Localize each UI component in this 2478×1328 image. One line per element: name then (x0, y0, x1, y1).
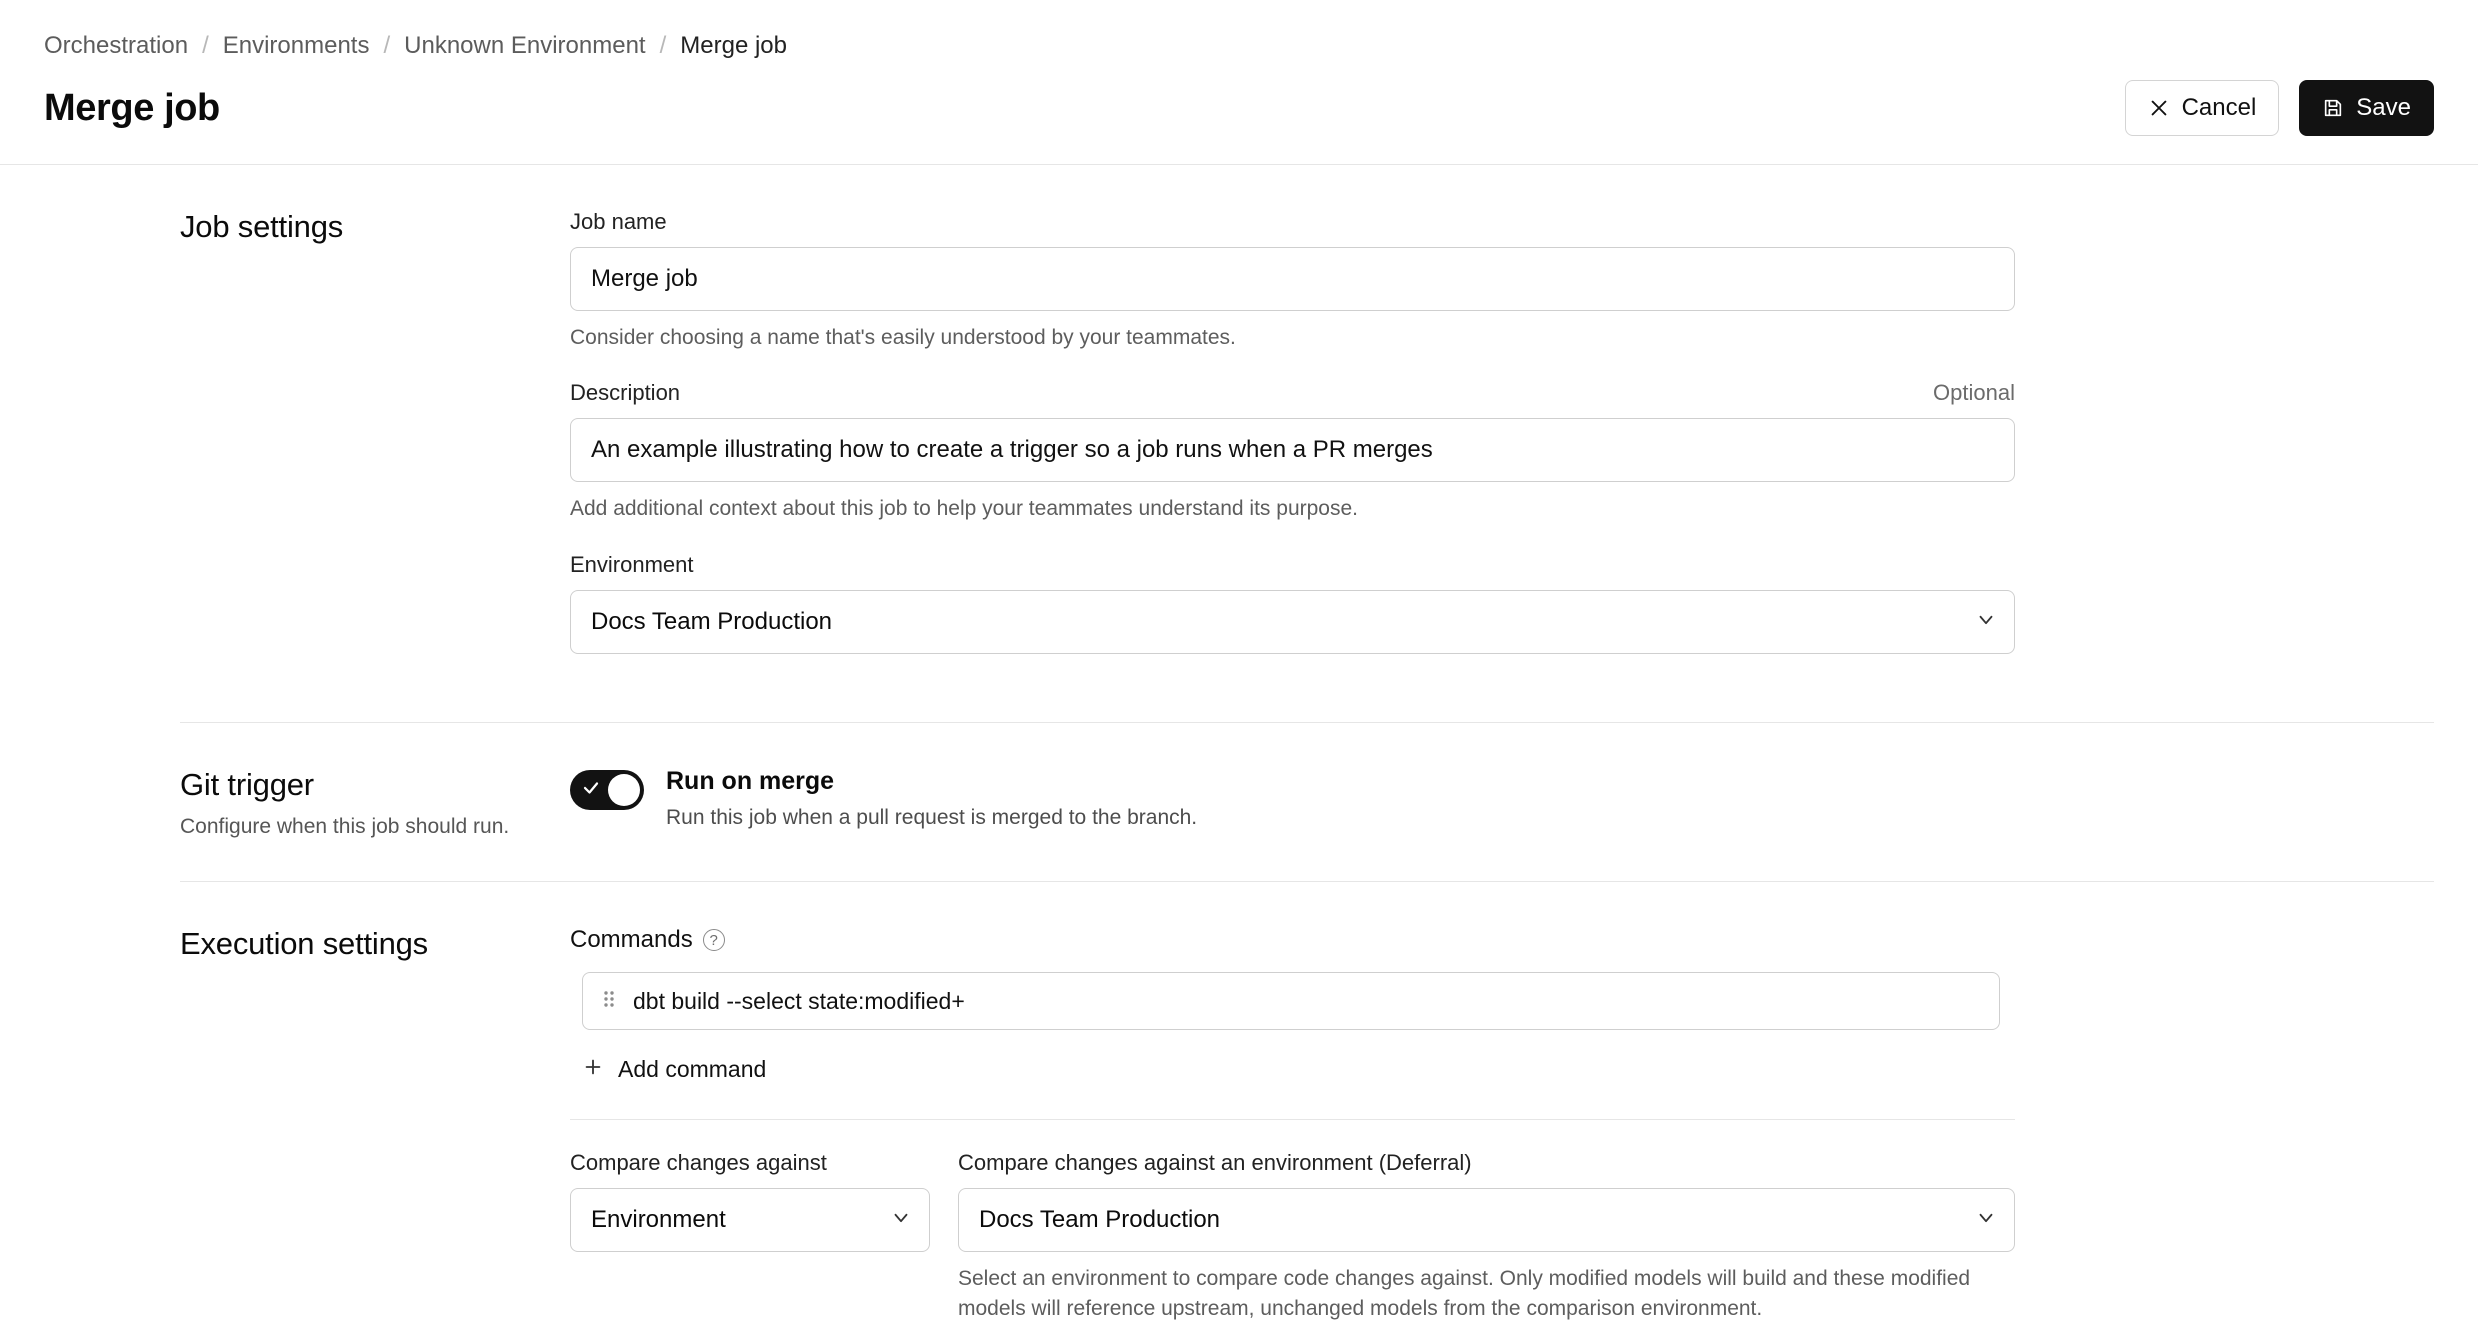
cancel-button-label: Cancel (2181, 94, 2257, 121)
section-git-trigger-subtitle: Configure when this job should run. (180, 814, 510, 838)
section-execution-settings (180, 881, 2434, 1323)
run-on-merge-title: Run on merge (666, 766, 835, 795)
description-label: Description (570, 380, 681, 406)
breadcrumb-item-orchestration[interactable]: Orchestration (44, 32, 189, 59)
compare-environment-select[interactable] (958, 1188, 2015, 1252)
breadcrumb-item-merge-job[interactable]: Merge job (680, 32, 787, 59)
description-help: Add additional context about this job to help your teammates understand its purpose. (570, 497, 1358, 521)
breadcrumb-item-environments[interactable]: Environments (222, 32, 370, 59)
page-title: Merge job (44, 86, 220, 129)
run-on-merge-toggle[interactable] (570, 770, 644, 810)
compare-environment-help: Select an environment to compare code changes against. Only modified models will build and these modified models will reference upstream, unchanged models from the comparison environment. (958, 1267, 1971, 1320)
section-execution-settings-header (180, 926, 570, 972)
command-input[interactable]: dbt build --select state:modified+ (633, 987, 965, 1014)
compare-against-select[interactable] (570, 1188, 930, 1252)
page-header (0, 58, 2478, 165)
compare-against-value: Environment (591, 1206, 726, 1234)
commands-label-row (570, 926, 2015, 954)
run-on-merge-subtitle: Run this job when a pull request is merged to the branch. (666, 805, 1198, 829)
compare-settings-row (570, 1120, 2015, 1323)
add-command-button[interactable] (582, 1056, 766, 1083)
breadcrumb-separator: / (202, 32, 209, 59)
plus-icon (582, 1056, 604, 1083)
check-icon (582, 779, 600, 801)
description-optional-badge: Optional (1933, 380, 2015, 406)
section-job-settings-body (570, 209, 2015, 682)
save-button-label: Save (2356, 94, 2411, 121)
toggle-knob (608, 774, 640, 806)
section-job-settings (180, 165, 2434, 682)
compare-environment-label: Compare changes against an environment (Deferral) (958, 1150, 1472, 1176)
job-name-help: Consider choosing a name that's easily understood by your teammates. (570, 326, 1236, 349)
breadcrumb-item-unknown-environment[interactable]: Unknown Environment (404, 32, 646, 59)
section-execution-settings-body (570, 926, 2015, 1323)
field-compare-against (570, 1150, 930, 1323)
breadcrumb-separator: / (383, 32, 391, 59)
section-job-settings-title: Job settings (180, 209, 344, 244)
cancel-button[interactable] (2125, 80, 2280, 136)
description-input[interactable] (570, 418, 2015, 482)
section-git-trigger-title: Git trigger (180, 766, 314, 802)
add-command-label: Add command (618, 1056, 767, 1083)
compare-environment-value: Docs Team Production (979, 1206, 1221, 1234)
run-on-merge-row (570, 767, 2015, 830)
section-git-trigger (180, 722, 2434, 841)
run-on-merge-texts (666, 767, 1197, 830)
breadcrumb-separator: / (659, 32, 667, 59)
save-disk-icon (2322, 97, 2344, 119)
environment-select-value: Docs Team Production (591, 607, 833, 635)
drag-handle-icon[interactable] (601, 988, 617, 1014)
environment-select[interactable] (570, 590, 2015, 654)
field-description (570, 380, 2015, 523)
page-content (0, 165, 2478, 1323)
compare-against-label: Compare changes against (570, 1150, 827, 1176)
header-actions (2125, 80, 2434, 136)
close-icon (2148, 97, 2170, 119)
section-execution-settings-title: Execution settings (180, 926, 428, 962)
environment-label: Environment (570, 551, 694, 577)
help-icon[interactable]: ? (703, 929, 725, 951)
section-job-settings-header (180, 209, 570, 255)
field-compare-environment (958, 1150, 2015, 1323)
section-git-trigger-body (570, 767, 2015, 830)
field-job-name (570, 209, 2015, 352)
breadcrumb (0, 0, 2478, 58)
command-row[interactable] (582, 972, 2000, 1030)
job-name-label: Job name (570, 209, 667, 234)
section-git-trigger-header (180, 767, 570, 841)
job-name-input[interactable] (570, 247, 2015, 311)
commands-label: Commands (570, 926, 693, 954)
field-environment (570, 552, 2015, 654)
save-button[interactable] (2299, 80, 2434, 136)
